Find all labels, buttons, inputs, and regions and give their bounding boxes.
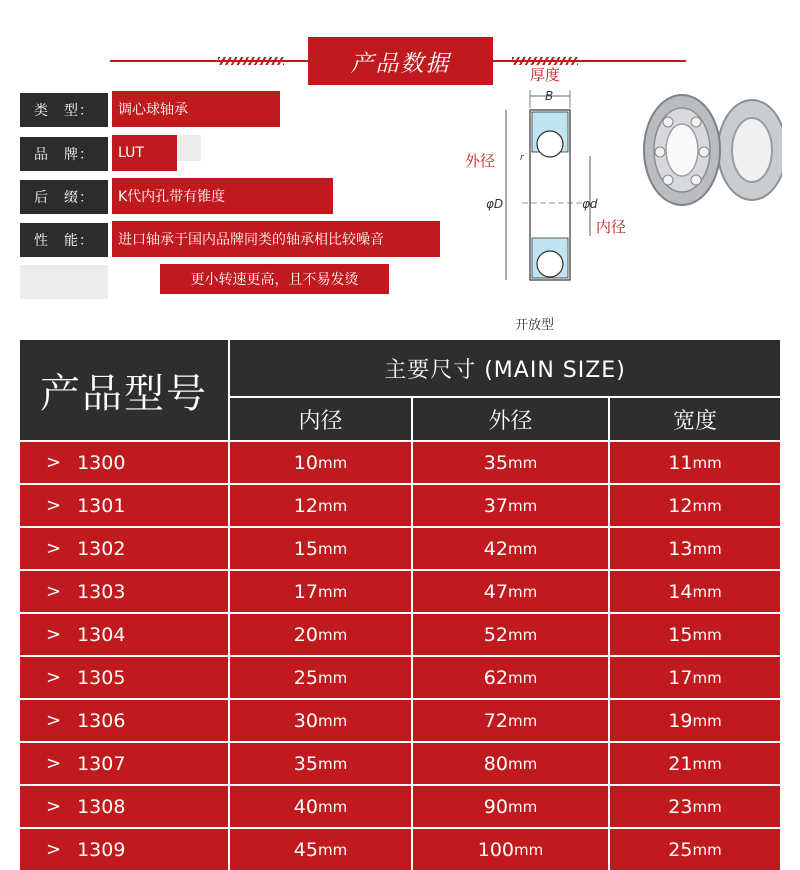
cell-model [20, 614, 228, 655]
width-value: 11 [668, 451, 693, 474]
table-row [20, 485, 780, 526]
spec-label-performance: 性 能： [20, 223, 108, 257]
chevron-right-icon: > [46, 624, 62, 645]
unit-label: mm [507, 496, 538, 515]
spec-value-performance: 进口轴承于国内品牌同类的轴承相比较噪音 [112, 221, 440, 257]
model-number: 1309 [77, 838, 126, 861]
spec-brand-accent [177, 135, 201, 161]
label-thickness: 厚度 [530, 66, 561, 84]
table-row [20, 657, 780, 698]
model-number: 1306 [77, 709, 126, 732]
cell-inner-dia [230, 485, 411, 526]
cell-outer-dia [413, 528, 608, 569]
cell-inner-dia [230, 614, 411, 655]
diagram-caption: 开放型 [515, 318, 555, 333]
width-value: 19 [668, 709, 693, 732]
spec-value-brand: LUT [112, 135, 177, 171]
chevron-right-icon: > [46, 839, 62, 860]
inner-dia-value: 40 [293, 795, 318, 818]
cell-width [610, 614, 780, 655]
cell-width [610, 786, 780, 827]
cell-model [20, 571, 228, 612]
cell-inner-dia [230, 442, 411, 483]
outer-dia-value: 42 [483, 537, 508, 560]
label-outer: 外径 [465, 152, 496, 170]
model-number: 1304 [77, 623, 126, 646]
chevron-right-icon: > [46, 667, 62, 688]
cell-width [610, 485, 780, 526]
cell-inner-dia [230, 743, 411, 784]
outer-dia-value: 72 [483, 709, 508, 732]
cell-outer-dia [413, 571, 608, 612]
cell-inner-dia [230, 571, 411, 612]
cell-width [610, 528, 780, 569]
unit-label: mm [317, 539, 348, 558]
inner-dia-value: 20 [293, 623, 318, 646]
cell-width [610, 657, 780, 698]
header-model: 产品型号 [20, 340, 228, 440]
symbol-outer-dia: φD [486, 197, 504, 211]
chevron-right-icon: > [46, 538, 62, 559]
inner-dia-value: 35 [293, 752, 318, 775]
cell-outer-dia [413, 700, 608, 741]
cell-model [20, 700, 228, 741]
unit-label: mm [692, 582, 722, 601]
cell-inner-dia [230, 786, 411, 827]
header-hatch-left [218, 57, 284, 65]
label-inner: 内径 [596, 218, 627, 236]
unit-label: mm [692, 840, 722, 859]
outer-dia-value: 37 [483, 494, 508, 517]
width-value: 25 [668, 838, 693, 861]
unit-label: mm [317, 840, 348, 859]
cell-width [610, 743, 780, 784]
table-row [20, 829, 780, 870]
cell-outer-dia [413, 442, 608, 483]
model-number: 1301 [77, 494, 126, 517]
outer-dia-value: 62 [483, 666, 508, 689]
cell-model [20, 485, 228, 526]
spec-value-type: 调心球轴承 [112, 91, 280, 127]
width-value: 17 [668, 666, 693, 689]
symbol-b: B [545, 89, 554, 103]
unit-label: mm [317, 496, 348, 515]
unit-label: mm [507, 582, 538, 601]
table-row [20, 528, 780, 569]
unit-label: mm [507, 453, 538, 472]
unit-label: mm [692, 496, 722, 515]
cell-model [20, 442, 228, 483]
unit-label: mm [317, 797, 348, 816]
bearing-diagram [462, 60, 782, 335]
outer-dia-value: 47 [483, 580, 508, 603]
header-inner-dia: 内径 [230, 398, 411, 440]
unit-label: mm [317, 711, 348, 730]
width-value: 21 [668, 752, 693, 775]
size-table [20, 340, 780, 870]
header-main-size: 主要尺寸 (MAIN SIZE) [230, 340, 780, 396]
cell-width [610, 442, 780, 483]
inner-dia-value: 25 [293, 666, 318, 689]
unit-label: mm [692, 754, 722, 773]
inner-dia-value: 17 [293, 580, 318, 603]
cell-inner-dia [230, 700, 411, 741]
spec-label-type: 类 型： [20, 93, 108, 127]
unit-label: mm [317, 754, 348, 773]
cell-inner-dia [230, 528, 411, 569]
chevron-right-icon: > [46, 452, 62, 473]
cell-model [20, 829, 228, 870]
cell-inner-dia [230, 657, 411, 698]
cell-outer-dia [413, 485, 608, 526]
model-number: 1307 [77, 752, 126, 775]
width-value: 23 [668, 795, 693, 818]
cell-model [20, 657, 228, 698]
width-value: 12 [668, 494, 693, 517]
chevron-right-icon: > [46, 581, 62, 602]
symbol-inner-dia: φd [582, 197, 598, 211]
unit-label: mm [317, 453, 348, 472]
spec-value-performance-cont: 更小转速更高，且不易发烫 [160, 264, 389, 294]
inner-dia-value: 10 [293, 451, 318, 474]
model-number: 1305 [77, 666, 126, 689]
cell-model [20, 743, 228, 784]
model-number: 1302 [77, 537, 126, 560]
unit-label: mm [507, 711, 538, 730]
unit-label: mm [692, 539, 722, 558]
outer-dia-value: 90 [483, 795, 508, 818]
symbol-r: r [520, 153, 524, 163]
width-value: 14 [668, 580, 693, 603]
unit-label: mm [692, 625, 722, 644]
cell-outer-dia [413, 829, 608, 870]
cell-model [20, 528, 228, 569]
unit-label: mm [692, 797, 722, 816]
cell-outer-dia [413, 614, 608, 655]
chevron-right-icon: > [46, 710, 62, 731]
spec-value-suffix: K代内孔带有锥度 [112, 178, 333, 214]
chevron-right-icon: > [46, 796, 62, 817]
cell-width [610, 829, 780, 870]
table-row [20, 442, 780, 483]
unit-label: mm [317, 625, 348, 644]
inner-dia-value: 12 [293, 494, 318, 517]
unit-label: mm [692, 711, 722, 730]
inner-dia-value: 30 [293, 709, 318, 732]
unit-label: mm [507, 539, 538, 558]
cell-outer-dia [413, 657, 608, 698]
width-value: 15 [668, 623, 693, 646]
unit-label: mm [514, 840, 544, 859]
outer-dia-value: 100 [477, 838, 515, 861]
spec-label-brand: 品 牌： [20, 137, 108, 171]
inner-dia-value: 45 [293, 838, 318, 861]
unit-label: mm [692, 668, 722, 687]
model-number: 1303 [77, 580, 126, 603]
table-row [20, 743, 780, 784]
table-row [20, 786, 780, 827]
outer-dia-value: 52 [483, 623, 508, 646]
cell-width [610, 700, 780, 741]
cell-model [20, 786, 228, 827]
outer-dia-value: 35 [483, 451, 508, 474]
unit-label: mm [317, 668, 348, 687]
cell-width [610, 571, 780, 612]
outer-dia-value: 80 [483, 752, 508, 775]
inner-dia-value: 15 [293, 537, 318, 560]
unit-label: mm [507, 668, 538, 687]
unit-label: mm [317, 582, 348, 601]
unit-label: mm [507, 754, 538, 773]
chevron-right-icon: > [46, 753, 62, 774]
cell-outer-dia [413, 786, 608, 827]
spec-label-suffix: 后 缀： [20, 180, 108, 214]
header-outer-dia: 外径 [413, 398, 608, 440]
header-width: 宽度 [610, 398, 780, 440]
cell-inner-dia [230, 829, 411, 870]
cell-outer-dia [413, 743, 608, 784]
bearing-photo [644, 95, 782, 205]
unit-label: mm [507, 797, 538, 816]
unit-label: mm [507, 625, 538, 644]
width-value: 13 [668, 537, 693, 560]
table-row [20, 700, 780, 741]
section-title: 产品数据 [308, 37, 493, 85]
table-row [20, 571, 780, 612]
unit-label: mm [692, 453, 722, 472]
model-number: 1308 [77, 795, 126, 818]
table-row [20, 614, 780, 655]
spec-label-blank [20, 265, 108, 299]
chevron-right-icon: > [46, 495, 62, 516]
model-number: 1300 [77, 451, 126, 474]
